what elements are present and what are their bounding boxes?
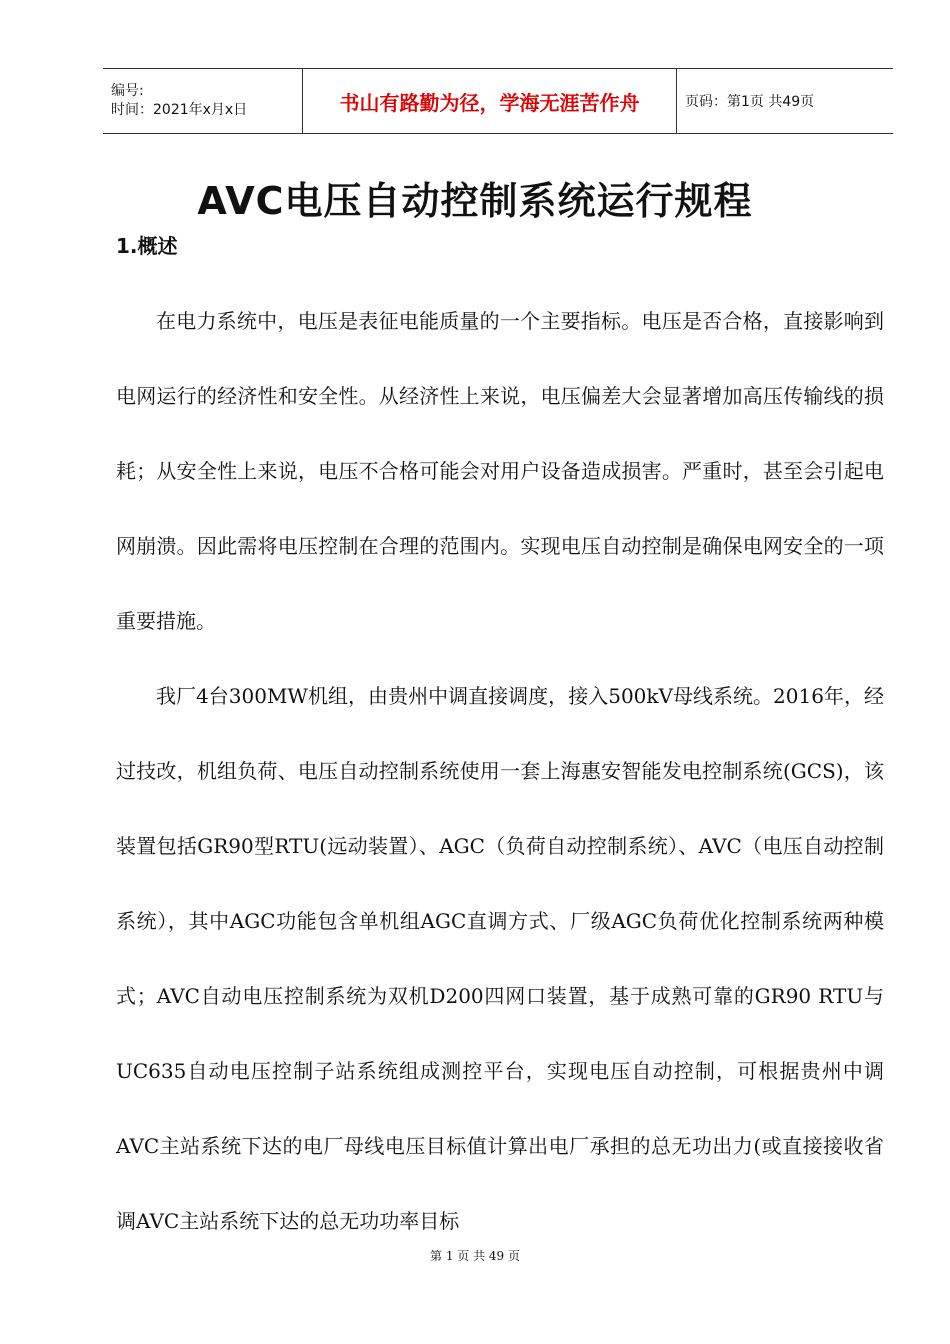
paragraph: 我厂4台300MW机组，由贵州中调直接调度，接入500kV母线系统。2016年，经过技改，机组负荷、电压自动控制系统使用一套上海惠安智能发电控制系统(GCS)，该装置包括GR90型RTU(远动装置）、AGC（负荷自动控制系统）、AVC（电压自动控制系统），其中AGC功能包含单机组AGC直调方式、厂级AGC负荷优化控制系统两种模式；AVC自动电压控制系统为双机D200四网口装置，基于成熟可靠的GR90 RTU与UC635自动电压控制子站系统组成测控平台，实现电压自动控制，可根据贵州中调AVC主站系统下达的电厂母线电压目标值计算出电厂承担的总无功出力(或直接接收省调AVC主站系统下达的总无功功率目标 xyxy=(116,684,884,1233)
document-title: AVC电压自动控制系统运行规程 xyxy=(197,179,753,223)
page-footer: 第 1 页 共 49 页 xyxy=(430,1249,520,1263)
paragraph: 在电力系统中，电压是表征电能质量的一个主要指标。电压是否合格，直接影响到电网运行的经济性和安全性。从经济性上来说，电压偏差大会显著增加高压传输线的损耗；从安全性上来说，电压不合格可能会对用户设备造成损害。严重时，甚至会引起电网崩溃。因此需将电压控制在合理的范围内。实现电压自动控制是确保电网安全的一项重要措施。 xyxy=(116,309,884,633)
header-page-info: 页码：第1页 共49页 xyxy=(685,94,815,110)
section-heading: 1.概述 xyxy=(116,234,178,258)
document-body xyxy=(116,284,884,1259)
time-label: 时间：2021年x月x日 xyxy=(111,102,248,118)
number-label: 编号: xyxy=(111,83,144,99)
header-meta xyxy=(103,69,303,133)
page-header xyxy=(103,68,893,134)
header-motto: 书山有路勤为径，学海无涯苦作舟 xyxy=(303,69,677,133)
